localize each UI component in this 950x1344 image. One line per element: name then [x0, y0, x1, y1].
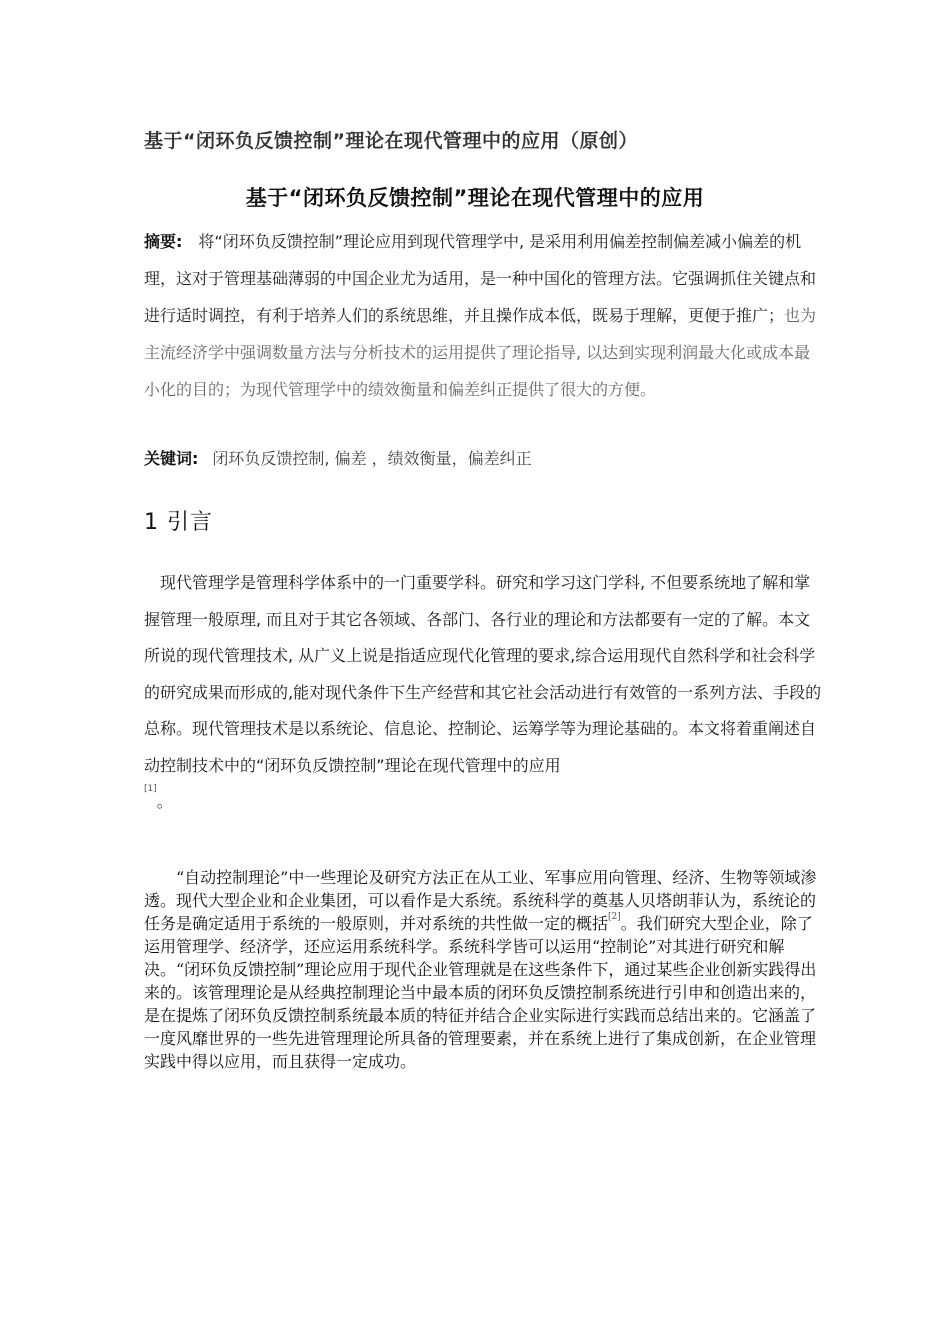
- keywords-text: 闭环负反馈控制, 偏差 ，绩效衡量，偏差纠正: [212, 449, 532, 468]
- abstract-label: 摘要:: [144, 232, 183, 251]
- intro-paragraph-1-end: 。: [156, 792, 173, 811]
- keywords-label: 关键词:: [144, 449, 199, 468]
- citation-ref-1[interactable]: [1]: [144, 784, 157, 794]
- abstract-paragraph: [144, 223, 824, 408]
- abstract-text: 将“闭环负反馈控制”理论应用到现代管理学中, 是采用利用偏差控制偏差减小偏差的机理，这对于管理基础薄弱的中国企业尤为适用，是一种中国化的管理方法。它强调抓住关键点和进行适时调控，有利于培养人们的系统思维，并且操作成本低，既易于理解，更便于推广；: [144, 232, 817, 325]
- document-header-title: 基于“闭环负反馈控制”理论在现代管理中的应用（原创）: [144, 130, 638, 152]
- abstract-text-continued: 也为主流经济学中强调数量方法与分析技术的运用提供了理论指导, 以达到实现利润最大化或成本最小化的目的；为现代管理学中的绩效衡量和偏差纠正提供了很大的方便。: [144, 306, 817, 399]
- intro-paragraph-2: [144, 866, 824, 1073]
- intro-paragraph-1-text: 现代管理学是管理科学体系中的一门重要学科。研究和学习这门学科, 不但要系统地了解和掌握管理一般原理, 而且对于其它各领域、各部门、各行业的理论和方法都要有一定的了解。本文所说的现代管理技术, 从广义上说是指适应现代化管理的要求,综合运用现代自然科学和社会科学的研究成果而形成的,能对现代条件下生产经营和其它社会活动进行有效管的一系列方法、手段的总称。现代管理技术是以系统论、信息论、控制论、运筹学等为理论基础的。本文将着重阐述自动控制技术中的“闭环负反馈控制”理论在现代管理中的应用: [144, 573, 822, 775]
- intro-paragraph-2-text-b: 。我们研究大型企业，除了运用管理学、经济学，还应运用系统科学。系统科学皆可以运用“控制论”对其进行研究和解决。“闭环负反馈控制”理论应用于现代企业管理就是在这些条件下，通过某些企业创新实践得出来的。该管理理论是从经典控制理论当中最本质的闭环负反馈控制系统进行引申和创造出来的，是在提炼了闭环负反馈控制系统最本质的特征并结合企业实际进行实践而总结出来的。它涵盖了一度风靡世界的一些先进管理理论所具备的管理要素，并在系统上进行了集成创新，在企业管理实践中得以应用，而且获得一定成功。: [144, 914, 817, 1071]
- citation-ref-2[interactable]: [2]: [608, 912, 621, 922]
- keywords-line: [144, 444, 824, 474]
- intro-paragraph-2-text-a: “自动控制理论”中一些理论及研究方法正在从工业、军事应用向管理、经济、生物等领域渗透。现代大型企业和企业集团，可以看作是大系统。系统科学的奠基人贝塔朗菲认为，系统论的任务是确定适用于系统的一般原则，并对系统的共性做一定的概括: [144, 868, 817, 933]
- section-heading-introduction: 1 引言: [144, 510, 213, 535]
- main-title: 基于“闭环负反馈控制”理论在现代管理中的应用: [245, 186, 705, 210]
- intro-paragraph-1: [144, 565, 824, 821]
